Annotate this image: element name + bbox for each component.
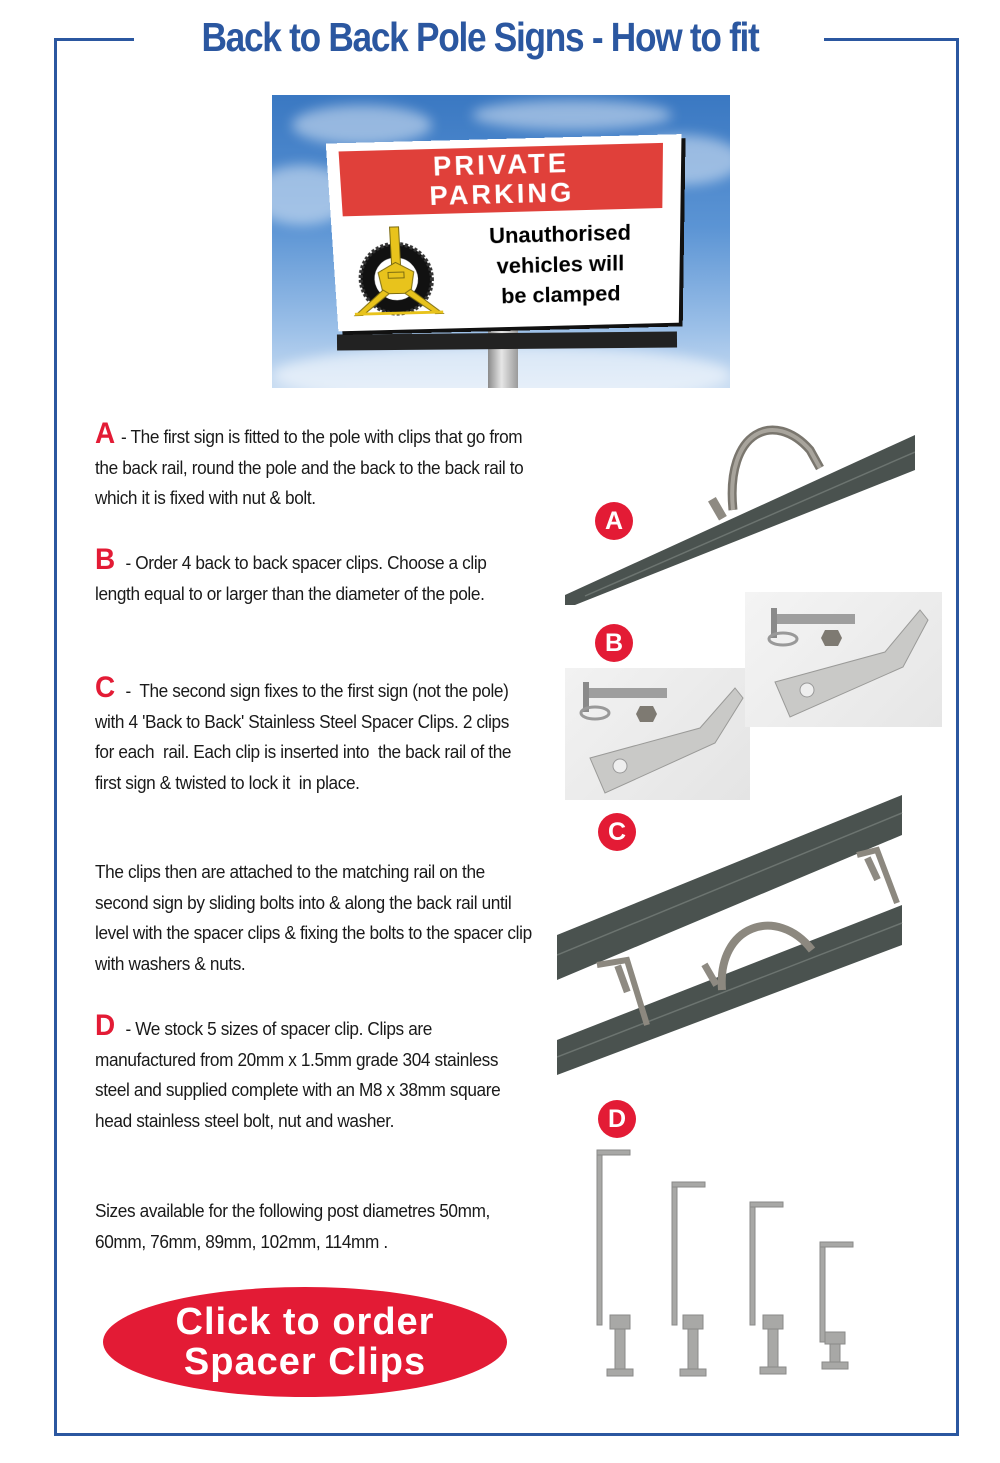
step-d-letter: D — [95, 1009, 115, 1042]
sign-back-rail — [337, 332, 677, 351]
step-d-section — [95, 1009, 532, 1136]
frame-bottom-border — [54, 1433, 959, 1436]
order-spacer-clips-button[interactable] — [103, 1287, 507, 1397]
sign-header — [339, 143, 663, 216]
sign-body-line1: Unauthorised — [488, 219, 631, 249]
step-c-text: - The second sign fixes to the first sign (not the pole) with 4 'Back to Back' Stainless Steel Spacer Clips. 2 clips for each rail. Each clip is inserted into the back rail of the first sign & twisted to lock it in place. — [95, 680, 516, 793]
sign-header-line1: PRIVATE — [432, 147, 570, 182]
sign-header-line2: PARKING — [428, 177, 575, 212]
step-a-letter: A — [95, 417, 115, 450]
sizes-text: Sizes available for the following post diametres 50mm, 60mm, 76mm, 89mm, 102mm, 114mm . — [95, 1200, 495, 1252]
sign-body-text — [449, 216, 670, 312]
cta-line1: Click to order — [175, 1301, 435, 1343]
private-parking-sign — [326, 134, 682, 331]
sign-body-line2: vehicles will — [496, 250, 625, 279]
badge-a: A — [595, 502, 633, 540]
photo-b-spacer-clip-right — [745, 592, 942, 727]
frame-top-left-line — [54, 38, 134, 41]
step-a-text: - The first sign is fitted to the pole with clips that go from the back rail, round the pole and the back to the back rail to which it is fixed with nut & bolt. — [95, 426, 528, 508]
badge-b: B — [595, 624, 633, 662]
step-b-section — [95, 543, 532, 609]
frame-top-right-line — [824, 38, 959, 41]
step-c-text2: The clips then are attached to the matching rail on the second sign by sliding bolts into & along the back rail until level with the spacer clips & fixing the bolts to the spacer clip with washers & nuts. — [95, 861, 537, 974]
step-c-continued — [95, 857, 537, 979]
cta-line2: Spacer Clips — [183, 1341, 427, 1383]
frame-left-border — [54, 38, 57, 1436]
step-b-letter: B — [95, 543, 115, 576]
step-b-text: - Order 4 back to back spacer clips. Choose a clip length equal to or larger than the diameter of the pole. — [95, 552, 491, 604]
hero-sign-photo — [272, 95, 730, 388]
badge-d: D — [598, 1100, 636, 1138]
sign-body-line3: be clamped — [500, 281, 621, 309]
step-a-section — [95, 417, 532, 514]
frame-right-border — [956, 38, 959, 1436]
photo-d-clip-sizes — [575, 1140, 865, 1395]
badge-c: C — [598, 813, 636, 851]
photo-b-spacer-clip-left — [565, 668, 750, 800]
sizes-section — [95, 1196, 532, 1257]
page-title: Back to Back Pole Signs - How to fit — [201, 14, 759, 60]
step-d-text: - We stock 5 sizes of spacer clip. Clips are manufactured from 20mm x 1.5mm grade 304 stainless steel and supplied complete with an M8 x 38mm square head stainless steel bolt, nut and washer. — [95, 1018, 505, 1131]
step-c-letter: C — [95, 671, 115, 704]
step-c-section — [95, 671, 532, 798]
wheel-clamp-icon — [345, 224, 449, 319]
